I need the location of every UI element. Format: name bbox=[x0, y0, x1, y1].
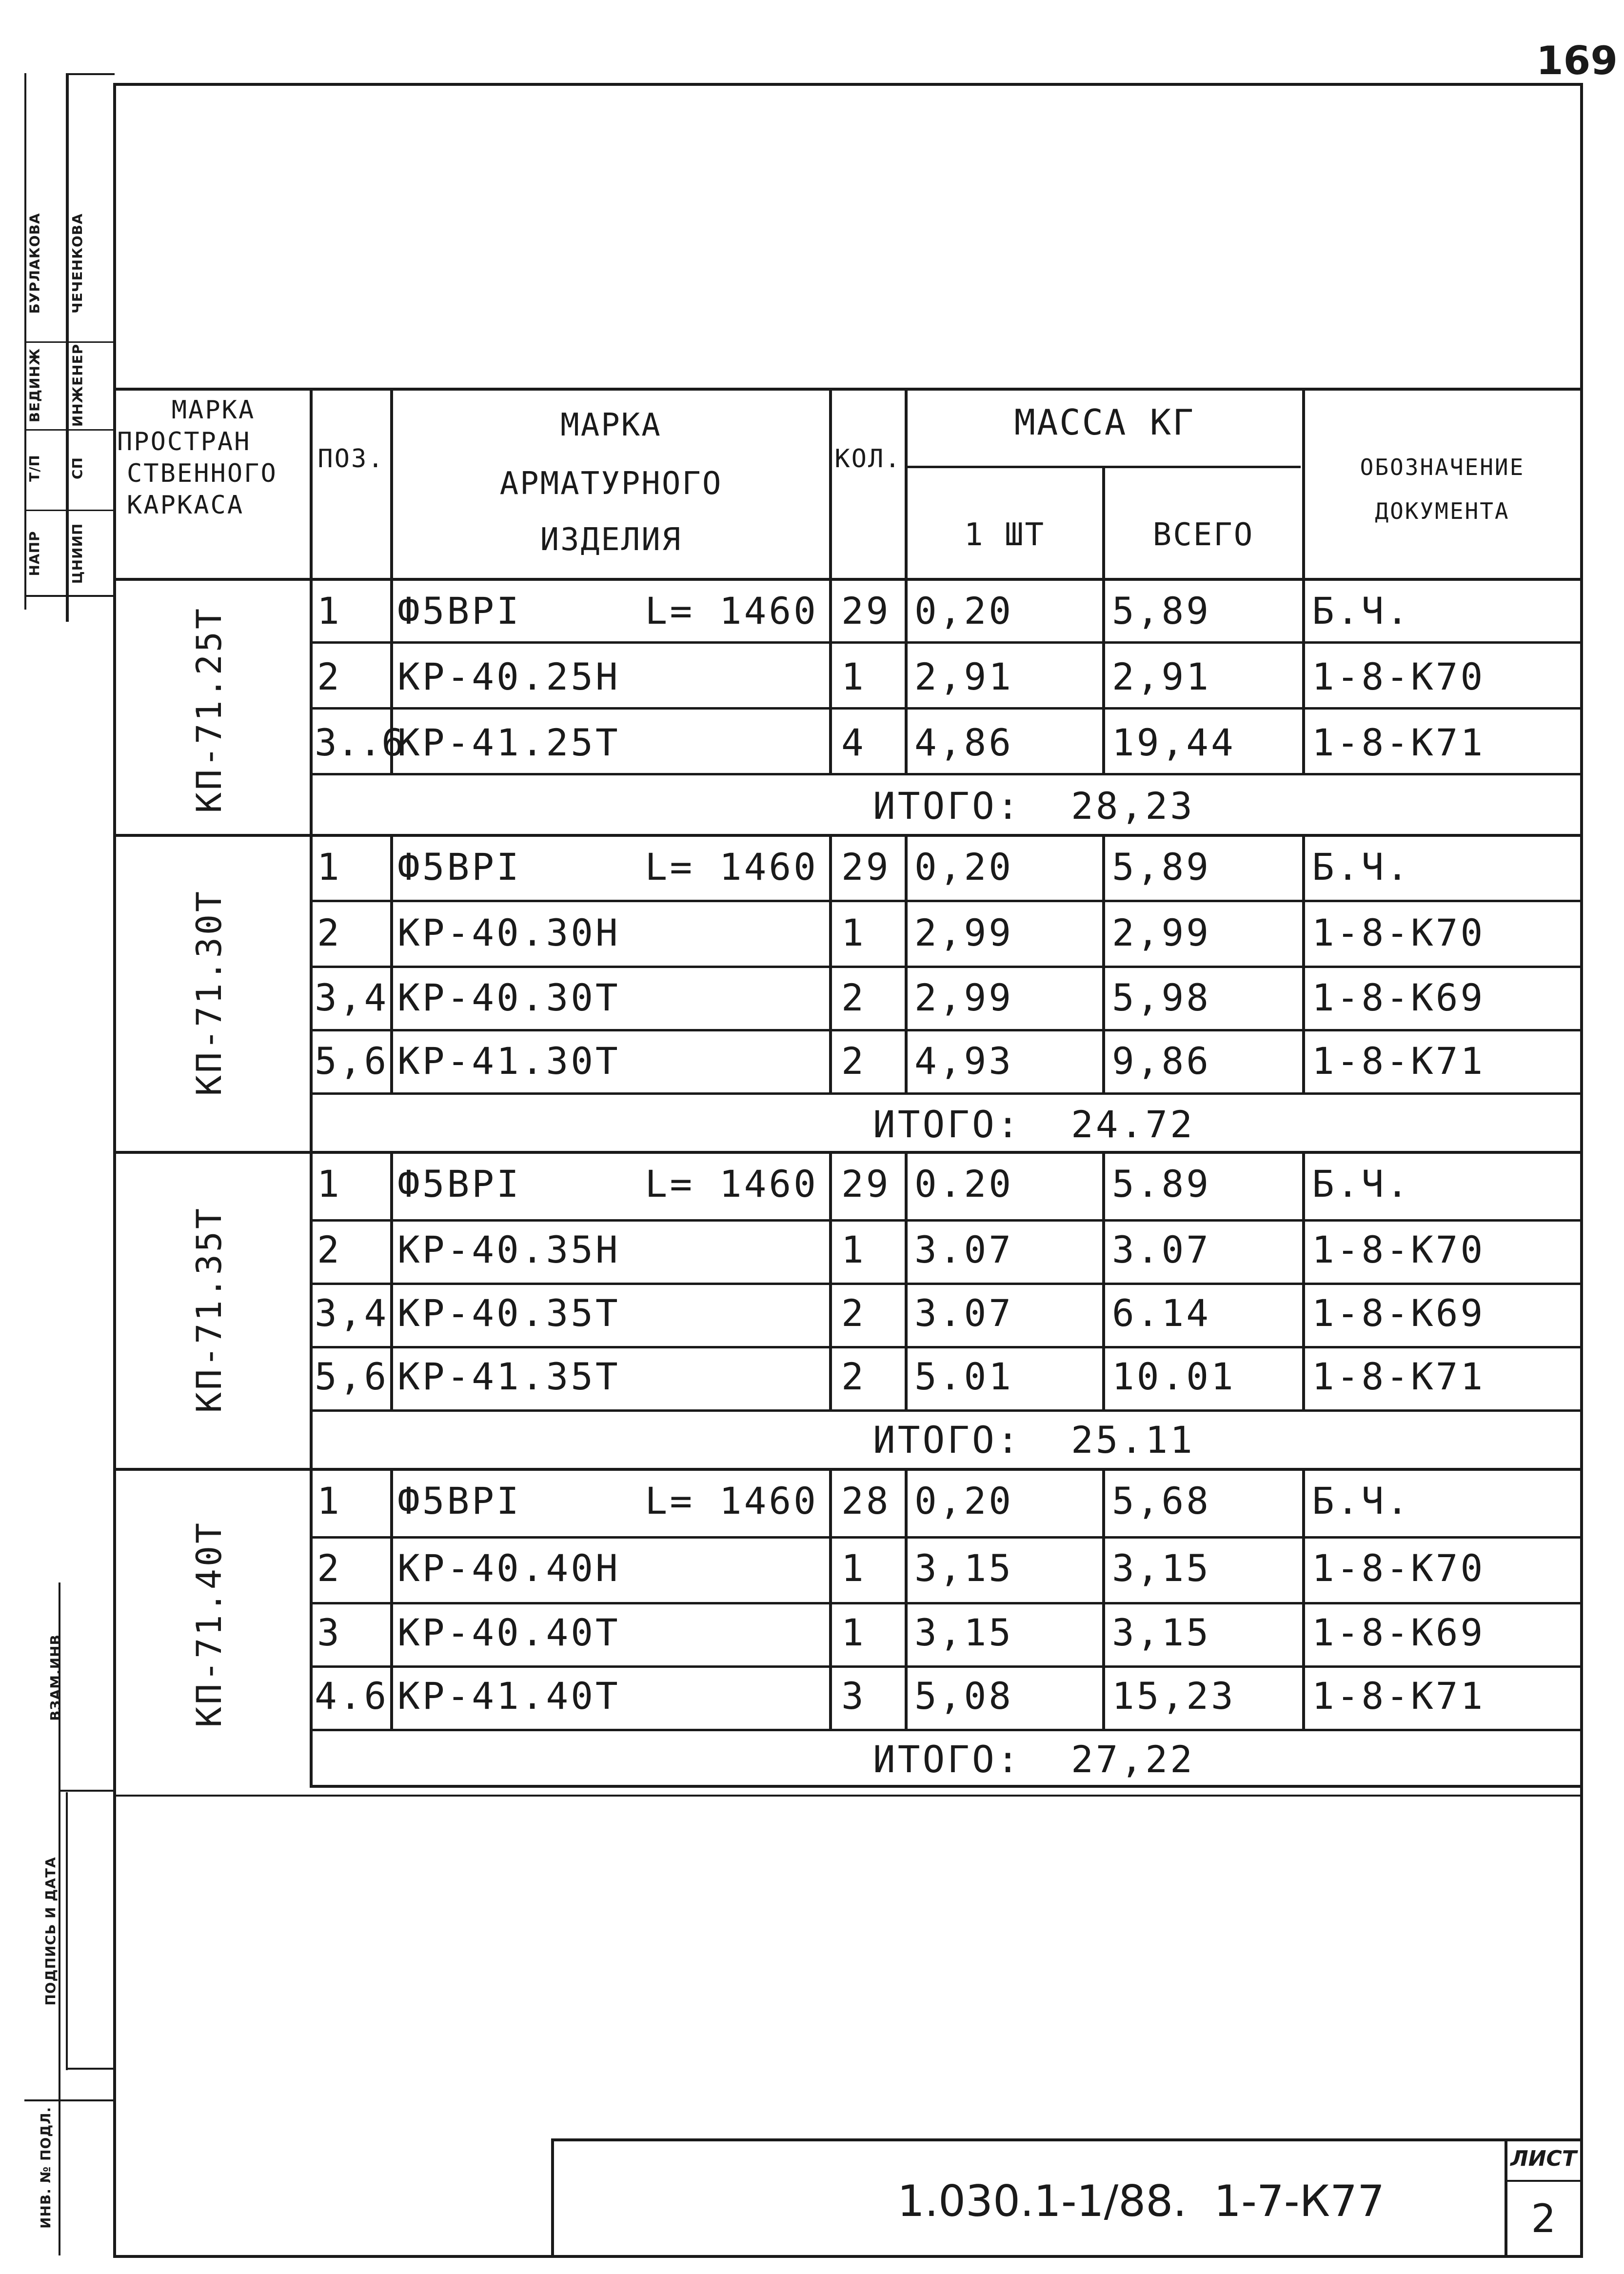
group-total: ИТОГО: 24.72 bbox=[873, 1103, 1195, 1146]
cell-pos: 1 bbox=[317, 1162, 342, 1206]
cell-pos: 4.6 bbox=[315, 1674, 389, 1718]
cell-unit-mass: 3.07 bbox=[914, 1291, 1014, 1335]
header-mass-unit: 1 ШТ bbox=[964, 517, 1046, 553]
cell-unit-mass: 0,20 bbox=[914, 589, 1014, 633]
cell-qty: 1 bbox=[841, 655, 866, 698]
group-total: ИТОГО: 28,23 bbox=[873, 784, 1195, 828]
cell-unit-mass: 0.20 bbox=[914, 1162, 1014, 1206]
cell-pos: 2 bbox=[317, 655, 342, 698]
cell-mark: КР-40.30Н bbox=[397, 911, 620, 954]
cell-mark: КР-41.30Т bbox=[397, 1039, 620, 1083]
document-code: 1.030.1-1/88. 1-7-К77 bbox=[897, 2176, 1385, 2226]
cell-mark: КР-40.40Т bbox=[397, 1611, 620, 1654]
cell-mark: КР-41.40Т bbox=[397, 1674, 620, 1718]
group-total: ИТОГО: 27,22 bbox=[873, 1738, 1195, 1781]
cell-unit-mass: 2,99 bbox=[914, 911, 1014, 954]
stamp-dept: СП bbox=[69, 457, 85, 479]
stamp-inv-number: ИНВ. № ПОДЛ. bbox=[38, 2106, 54, 2229]
cell-qty: 1 bbox=[841, 911, 866, 954]
header-mass-total: ВСЕГО bbox=[1152, 517, 1254, 553]
cell-doc: 1-8-К70 bbox=[1312, 655, 1485, 698]
frame-mark: КП-71.30Т bbox=[189, 889, 229, 1096]
page-number: 169 bbox=[1536, 38, 1618, 83]
cell-qty: 4 bbox=[841, 721, 866, 764]
cell-unit-mass: 0,20 bbox=[914, 845, 1014, 889]
cell-pos: 5,6 bbox=[315, 1355, 389, 1398]
cell-qty: 29 bbox=[841, 589, 891, 633]
cell-qty: 2 bbox=[841, 976, 866, 1019]
cell-total-mass: 6.14 bbox=[1112, 1291, 1211, 1335]
cell-mark: Ф5ВРI L= 1460 bbox=[397, 1162, 818, 1206]
cell-total-mass: 10.01 bbox=[1112, 1355, 1236, 1398]
cell-total-mass: 3.07 bbox=[1112, 1228, 1211, 1271]
stamp-name-2: ЧЕЧЕНКОВА bbox=[69, 213, 85, 314]
cell-doc: 1-8-К70 bbox=[1312, 911, 1485, 954]
stamp-role-3: ВЕДИНЖ bbox=[26, 348, 43, 423]
header-frame-mark-3: СТВЕННОГО bbox=[127, 459, 277, 488]
cell-total-mass: 5,98 bbox=[1112, 976, 1211, 1019]
cell-pos: 1 bbox=[317, 845, 342, 889]
header-doc-1: ОБОЗНАЧЕНИЕ bbox=[1360, 454, 1525, 480]
header-frame-mark-1: МАРКА bbox=[171, 395, 256, 425]
cell-unit-mass: 3.07 bbox=[914, 1228, 1014, 1271]
cell-qty: 1 bbox=[841, 1228, 866, 1271]
cell-mark: Ф5ВРI L= 1460 bbox=[397, 1479, 818, 1523]
cell-total-mass: 15,23 bbox=[1112, 1674, 1236, 1718]
cell-total-mass: 19,44 bbox=[1112, 721, 1236, 764]
cell-pos: 3 bbox=[317, 1611, 342, 1654]
cell-pos: 5,6 bbox=[315, 1039, 389, 1083]
cell-mark: КР-40.30Т bbox=[397, 976, 620, 1019]
cell-mark: КР-40.35Н bbox=[397, 1228, 620, 1271]
cell-unit-mass: 4,86 bbox=[914, 721, 1014, 764]
cell-doc: Б.Ч. bbox=[1312, 1162, 1411, 1206]
cell-pos: 1 bbox=[317, 1479, 342, 1523]
stamp-role-1: НАПР bbox=[26, 531, 42, 576]
cell-doc: Б.Ч. bbox=[1312, 845, 1411, 889]
cell-total-mass: 5,68 bbox=[1112, 1479, 1211, 1523]
cell-doc: 1-8-К69 bbox=[1312, 1611, 1485, 1654]
stamp-role-4: ИНЖЕНЕР bbox=[69, 343, 86, 427]
cell-unit-mass: 4,93 bbox=[914, 1039, 1014, 1083]
cell-total-mass: 2,91 bbox=[1112, 655, 1211, 698]
cell-unit-mass: 2,99 bbox=[914, 976, 1014, 1019]
cell-total-mass: 3,15 bbox=[1112, 1546, 1211, 1590]
stamp-org: ЦНИИП bbox=[69, 523, 85, 584]
header-item-mark-1: МАРКА bbox=[560, 407, 662, 443]
cell-doc: 1-8-К71 bbox=[1312, 721, 1485, 764]
stamp-role-2: Т/П bbox=[26, 455, 42, 482]
cell-total-mass: 5,89 bbox=[1112, 845, 1211, 889]
cell-mark: КР-41.35Т bbox=[397, 1355, 620, 1398]
cell-mark: КР-40.40Н bbox=[397, 1546, 620, 1590]
cell-unit-mass: 5,08 bbox=[914, 1674, 1014, 1718]
header-item-mark-3: ИЗДЕЛИЯ bbox=[540, 522, 682, 558]
cell-total-mass: 5,89 bbox=[1112, 589, 1211, 633]
cell-total-mass: 3,15 bbox=[1112, 1611, 1211, 1654]
cell-total-mass: 9,86 bbox=[1112, 1039, 1211, 1083]
cell-mark: КР-40.25Н bbox=[397, 655, 620, 698]
sheet-number: 2 bbox=[1531, 2196, 1556, 2241]
cell-pos: 2 bbox=[317, 911, 342, 954]
header-doc-2: ДОКУМЕНТА bbox=[1375, 498, 1510, 524]
header-pos: ПОЗ. bbox=[317, 444, 385, 474]
cell-doc: 1-8-К71 bbox=[1312, 1039, 1485, 1083]
cell-unit-mass: 0,20 bbox=[914, 1479, 1014, 1523]
cell-doc: 1-8-К70 bbox=[1312, 1228, 1485, 1271]
group-total: ИТОГО: 25.11 bbox=[873, 1418, 1195, 1462]
cell-doc: 1-8-К69 bbox=[1312, 1291, 1485, 1335]
header-item-mark-2: АРМАТУРНОГО bbox=[499, 466, 723, 502]
cell-pos: 1 bbox=[317, 589, 342, 633]
cell-mark: Ф5ВРI L= 1460 bbox=[397, 845, 818, 889]
cell-doc: 1-8-К70 bbox=[1312, 1546, 1485, 1590]
stamp-name-1: БУРЛАКОВА bbox=[26, 213, 43, 314]
frame-mark: КП-71.35Т bbox=[189, 1206, 229, 1413]
cell-qty: 1 bbox=[841, 1611, 866, 1654]
frame-mark: КП-71.25Т bbox=[189, 606, 229, 813]
cell-qty: 3 bbox=[841, 1674, 866, 1718]
frame-mark: КП-71.40Т bbox=[189, 1520, 229, 1728]
cell-pos: 3,4 bbox=[315, 976, 389, 1019]
cell-pos: 2 bbox=[317, 1546, 342, 1590]
cell-mark: Ф5ВРI L= 1460 bbox=[397, 589, 818, 633]
cell-qty: 29 bbox=[841, 845, 891, 889]
cell-unit-mass: 3,15 bbox=[914, 1546, 1014, 1590]
stamp-replace-inv: ВЗАМ.ИНВ bbox=[47, 1634, 63, 1721]
cell-total-mass: 5.89 bbox=[1112, 1162, 1211, 1206]
cell-pos: 3,4 bbox=[315, 1291, 389, 1335]
cell-qty: 2 bbox=[841, 1039, 866, 1083]
cell-pos: 3..6 bbox=[315, 721, 404, 764]
cell-pos: 2 bbox=[317, 1228, 342, 1271]
cell-qty: 1 bbox=[841, 1546, 866, 1590]
cell-doc: 1-8-К71 bbox=[1312, 1355, 1485, 1398]
cell-doc: 1-8-К69 bbox=[1312, 976, 1485, 1019]
cell-unit-mass: 2,91 bbox=[914, 655, 1014, 698]
cell-doc: Б.Ч. bbox=[1312, 1479, 1411, 1523]
cell-total-mass: 2,99 bbox=[1112, 911, 1211, 954]
cell-qty: 2 bbox=[841, 1355, 866, 1398]
cell-qty: 29 bbox=[841, 1162, 891, 1206]
cell-mark: КР-40.35Т bbox=[397, 1291, 620, 1335]
cell-qty: 2 bbox=[841, 1291, 866, 1335]
header-frame-mark-4: КАРКАСА bbox=[127, 491, 244, 520]
header-qty: КОЛ. bbox=[834, 444, 902, 474]
cell-qty: 28 bbox=[841, 1479, 891, 1523]
cell-unit-mass: 3,15 bbox=[914, 1611, 1014, 1654]
cell-doc: 1-8-К71 bbox=[1312, 1674, 1485, 1718]
header-mass: МАССА КГ bbox=[1014, 402, 1195, 443]
sheet-label: ЛИСТ bbox=[1510, 2146, 1577, 2171]
stamp-signature-date: ПОДПИСЬ И ДАТА bbox=[42, 1857, 59, 2006]
cell-doc: Б.Ч. bbox=[1312, 589, 1411, 633]
header-frame-mark-2: ПРОСТРАН bbox=[117, 427, 251, 456]
cell-mark: КР-41.25Т bbox=[397, 721, 620, 764]
cell-unit-mass: 5.01 bbox=[914, 1355, 1014, 1398]
